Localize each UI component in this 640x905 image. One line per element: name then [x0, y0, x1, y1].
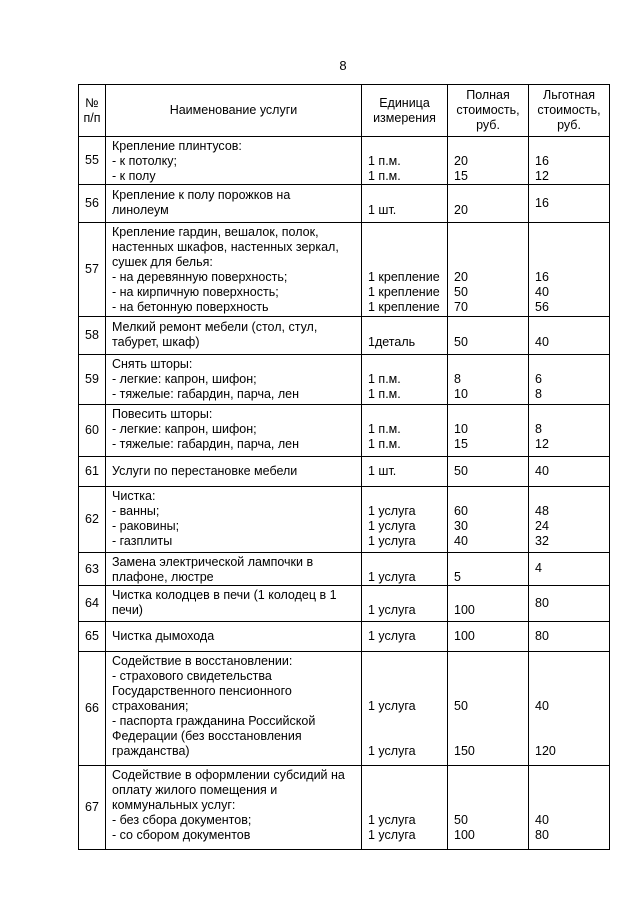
service-name-line: Федерации (без восстановления: [112, 729, 302, 743]
discount-price-value: 12: [535, 437, 549, 451]
service-name-cell: [106, 223, 362, 317]
full-price-value: 20: [454, 154, 468, 168]
discount-price-cell: [529, 223, 610, 317]
discount-price-value: 120: [535, 744, 556, 758]
discount-price-value: [535, 225, 609, 240]
full-price-value: 40: [454, 534, 468, 548]
discount-price-cell: [529, 586, 610, 622]
service-name-cell: [106, 317, 362, 355]
full-price-value: 15: [454, 437, 468, 451]
row-number: 66: [79, 652, 106, 766]
full-price-value: 60: [454, 504, 468, 518]
discount-price-cell: [529, 457, 610, 487]
unit-value: [368, 489, 447, 504]
unit-value: 1 п.м.: [368, 437, 401, 451]
discount-price-value: [535, 139, 609, 154]
service-name-line: Мелкий ремонт мебели (стол, стул,: [112, 320, 318, 334]
unit-value: 1 п.м.: [368, 372, 401, 386]
full-price-value: 5: [454, 570, 461, 584]
full-price-value: 10: [454, 422, 468, 436]
service-name-line: - ванны;: [112, 504, 160, 518]
service-name-line: Повесить шторы:: [112, 407, 213, 421]
unit-value: 1 услуга: [368, 813, 416, 827]
full-price-value: [454, 555, 528, 570]
full-price-value: 50: [454, 813, 468, 827]
unit-value: 1 услуга: [368, 519, 416, 533]
unit-value: 1 крепление: [368, 285, 440, 299]
row-number: 67: [79, 766, 106, 850]
unit-value: 1 услуга: [368, 534, 416, 548]
discount-price-value: 40: [535, 335, 549, 349]
service-name-line: Услуги по перестановке мебели: [112, 464, 298, 478]
table-row: [79, 586, 610, 622]
service-name-line: страхования;: [112, 699, 189, 713]
row-number: 65: [79, 622, 106, 652]
unit-cell: [362, 457, 448, 487]
full-price-value: 100: [454, 629, 475, 643]
full-price-value: 50: [454, 285, 468, 299]
table-row: [79, 355, 610, 405]
discount-price-cell: [529, 185, 610, 223]
discount-price-value: 24: [535, 519, 549, 533]
service-name-line: Государственного пенсионного: [112, 684, 292, 698]
table-row: [79, 223, 610, 317]
discount-price-value: 6: [535, 372, 542, 386]
full-price-cell: [448, 405, 529, 457]
discount-price-value: 12: [535, 169, 549, 183]
full-price-value: [454, 240, 528, 255]
service-name-line: - со сбором документов: [112, 828, 251, 842]
discount-price-value: [535, 357, 609, 372]
header-unit: Единица измерения: [362, 85, 448, 137]
unit-value: [368, 684, 447, 699]
service-name-line: - паспорта гражданина Российской: [112, 714, 316, 728]
discount-price-cell: [529, 355, 610, 405]
header-discount-price: Льготная стоимость, руб.: [529, 85, 610, 137]
unit-value: 1 услуга: [368, 603, 416, 617]
service-name-line: - на бетонную поверхность: [112, 300, 269, 314]
unit-value: 1 шт.: [368, 464, 397, 478]
full-price-value: [454, 783, 528, 798]
discount-price-value: 40: [535, 285, 549, 299]
unit-value: 1 услуга: [368, 629, 416, 643]
discount-price-value: [535, 798, 609, 813]
full-price-value: [454, 357, 528, 372]
full-price-cell: [448, 317, 529, 355]
service-name-cell: [106, 553, 362, 586]
discount-price-value: 16: [535, 154, 549, 168]
unit-value: [368, 188, 447, 203]
unit-value: [368, 555, 447, 570]
unit-value: 1 услуга: [368, 504, 416, 518]
unit-value: [368, 255, 447, 270]
discount-price-value: 48: [535, 504, 549, 518]
service-name-line: Содействие в оформлении субсидий на: [112, 768, 345, 782]
discount-price-cell: [529, 487, 610, 553]
unit-cell: [362, 487, 448, 553]
service-name-line: плафоне, люстре: [112, 570, 214, 584]
discount-price-value: 56: [535, 300, 549, 314]
unit-value: [368, 240, 447, 255]
service-name-line: - к полу: [112, 169, 156, 183]
full-price-value: [454, 320, 528, 335]
discount-price-value: [535, 669, 609, 684]
unit-value: 1 крепление: [368, 270, 440, 284]
unit-value: [368, 654, 447, 669]
full-price-value: [454, 768, 528, 783]
service-name-cell: [106, 405, 362, 457]
service-name-line: Чистка дымохода: [112, 629, 215, 643]
service-name-cell: [106, 355, 362, 405]
discount-price-value: [535, 407, 609, 422]
full-price-cell: [448, 223, 529, 317]
discount-price-value: [535, 768, 609, 783]
full-price-value: 50: [454, 699, 468, 713]
row-number: 60: [79, 405, 106, 457]
discount-price-value: 32: [535, 534, 549, 548]
unit-cell: [362, 405, 448, 457]
unit-value: 1 п.м.: [368, 422, 401, 436]
table-row: [79, 137, 610, 185]
full-price-value: 10: [454, 387, 468, 401]
full-price-value: [454, 684, 528, 699]
discount-price-value: [535, 240, 609, 255]
unit-cell: [362, 317, 448, 355]
discount-price-value: [535, 684, 609, 699]
table-header-row: [79, 85, 610, 137]
unit-value: 1 п.м.: [368, 169, 401, 183]
unit-value: 1 крепление: [368, 300, 440, 314]
table-row: [79, 487, 610, 553]
unit-cell: [362, 553, 448, 586]
discount-price-value: 8: [535, 387, 542, 401]
unit-value: [368, 783, 447, 798]
full-price-cell: [448, 553, 529, 586]
service-name-line: гражданства): [112, 744, 190, 758]
full-price-value: [454, 714, 528, 729]
full-price-cell: [448, 622, 529, 652]
service-name-line: - газплиты: [112, 534, 173, 548]
discount-price-value: 80: [535, 596, 549, 610]
full-price-value: 8: [454, 372, 461, 386]
unit-value: 1 шт.: [368, 203, 397, 217]
full-price-value: 50: [454, 335, 468, 349]
service-name-line: коммунальных услуг:: [112, 798, 236, 812]
services-table: [78, 84, 610, 850]
service-name-line: - раковины;: [112, 519, 180, 533]
unit-value: 1 услуга: [368, 699, 416, 713]
unit-value: [368, 768, 447, 783]
table-row: [79, 652, 610, 766]
unit-value: [368, 729, 447, 744]
unit-value: [368, 714, 447, 729]
service-name-line: - легкие: капрон, шифон;: [112, 372, 257, 386]
full-price-value: 50: [454, 464, 468, 478]
page-number: 8: [339, 58, 347, 73]
discount-price-cell: [529, 405, 610, 457]
service-name-line: настенных шкафов, настенных зеркал,: [112, 240, 339, 254]
row-number: 56: [79, 185, 106, 223]
service-name-line: - легкие: капрон, шифон;: [112, 422, 257, 436]
full-price-value: [454, 798, 528, 813]
row-number: 55: [79, 137, 106, 185]
row-number: 58: [79, 317, 106, 355]
table-row: [79, 622, 610, 652]
discount-price-value: [535, 489, 609, 504]
unit-value: [368, 320, 447, 335]
service-name-cell: [106, 586, 362, 622]
discount-price-value: [535, 714, 609, 729]
unit-value: [368, 588, 447, 603]
full-price-cell: [448, 355, 529, 405]
row-number: 61: [79, 457, 106, 487]
discount-price-cell: [529, 553, 610, 586]
service-name-line: - тяжелые: габардин, парча, лен: [112, 387, 300, 401]
full-price-value: [454, 139, 528, 154]
table-row: [79, 185, 610, 223]
row-number: 64: [79, 586, 106, 622]
full-price-value: 150: [454, 744, 475, 758]
full-price-value: [454, 588, 528, 603]
unit-value: [368, 407, 447, 422]
unit-value: 1 п.м.: [368, 154, 401, 168]
unit-value: 1 услуга: [368, 744, 416, 758]
service-name-cell: [106, 652, 362, 766]
service-name-line: сушек для белья:: [112, 255, 213, 269]
unit-cell: [362, 137, 448, 185]
discount-price-value: [535, 320, 609, 335]
full-price-cell: [448, 487, 529, 553]
table-body: [79, 137, 610, 850]
full-price-value: [454, 729, 528, 744]
unit-value: 1 п.м.: [368, 387, 401, 401]
table-row: [79, 766, 610, 850]
discount-price-cell: [529, 137, 610, 185]
service-name-line: Крепление гардин, вешалок, полок,: [112, 225, 319, 239]
full-price-value: [454, 225, 528, 240]
discount-price-value: [535, 654, 609, 669]
discount-price-value: 40: [535, 813, 549, 827]
full-price-value: [454, 188, 528, 203]
service-name-cell: [106, 622, 362, 652]
full-price-value: [454, 489, 528, 504]
unit-value: 1 услуга: [368, 570, 416, 584]
unit-cell: [362, 586, 448, 622]
full-price-value: 20: [454, 270, 468, 284]
full-price-value: 100: [454, 603, 475, 617]
discount-price-value: 8: [535, 422, 542, 436]
full-price-value: 15: [454, 169, 468, 183]
full-price-cell: [448, 586, 529, 622]
discount-price-cell: [529, 317, 610, 355]
full-price-cell: [448, 137, 529, 185]
service-name-line: - на деревянную поверхность;: [112, 270, 288, 284]
discount-price-value: 40: [535, 699, 549, 713]
discount-price-value: 4: [535, 561, 542, 575]
full-price-value: [454, 255, 528, 270]
discount-price-value: 80: [535, 629, 549, 643]
full-price-value: [454, 654, 528, 669]
full-price-cell: [448, 457, 529, 487]
service-name-line: Содействие в восстановлении:: [112, 654, 293, 668]
service-name-line: Снять шторы:: [112, 357, 193, 371]
service-name-line: - страхового свидетельства: [112, 669, 272, 683]
row-number: 59: [79, 355, 106, 405]
unit-cell: [362, 622, 448, 652]
full-price-value: 30: [454, 519, 468, 533]
service-name-cell: [106, 766, 362, 850]
full-price-value: [454, 407, 528, 422]
service-name-line: - на кирпичную поверхность;: [112, 285, 279, 299]
service-name-line: табурет, шкаф): [112, 335, 200, 349]
service-name-line: - без сбора документов;: [112, 813, 252, 827]
unit-value: [368, 225, 447, 240]
full-price-value: 20: [454, 203, 468, 217]
discount-price-value: 16: [535, 270, 549, 284]
unit-value: 1 услуга: [368, 828, 416, 842]
full-price-cell: [448, 766, 529, 850]
service-name-line: - тяжелые: габардин, парча, лен: [112, 437, 300, 451]
row-number: 63: [79, 553, 106, 586]
unit-cell: [362, 185, 448, 223]
full-price-cell: [448, 652, 529, 766]
discount-price-value: 40: [535, 464, 549, 478]
discount-price-value: 80: [535, 828, 549, 842]
unit-value: [368, 357, 447, 372]
unit-value: [368, 669, 447, 684]
unit-value: [368, 798, 447, 813]
discount-price-cell: [529, 652, 610, 766]
service-name-line: Крепление плинтусов:: [112, 139, 242, 153]
unit-value: 1деталь: [368, 335, 416, 349]
discount-price-value: [535, 255, 609, 270]
discount-price-cell: [529, 766, 610, 850]
full-price-value: 70: [454, 300, 468, 314]
row-number: 57: [79, 223, 106, 317]
discount-price-value: 16: [535, 196, 549, 210]
full-price-value: [454, 669, 528, 684]
service-name-cell: [106, 487, 362, 553]
row-number: 62: [79, 487, 106, 553]
service-name-cell: [106, 185, 362, 223]
unit-cell: [362, 766, 448, 850]
service-name-line: оплату жилого помещения и: [112, 783, 278, 797]
service-name-line: Замена электрической лампочки в: [112, 555, 314, 569]
table-row: [79, 457, 610, 487]
service-name-line: Крепление к полу порожков на: [112, 188, 291, 202]
unit-cell: [362, 355, 448, 405]
unit-cell: [362, 652, 448, 766]
service-name-line: Чистка:: [112, 489, 156, 503]
unit-cell: [362, 223, 448, 317]
table-row: [79, 405, 610, 457]
service-name-cell: [106, 457, 362, 487]
header-full-price: Полная стоимость, руб.: [448, 85, 529, 137]
header-service-name: Наименование услуги: [106, 85, 362, 137]
header-number: № п/п: [79, 85, 106, 137]
full-price-cell: [448, 185, 529, 223]
service-name-line: линолеум: [112, 203, 169, 217]
service-name-cell: [106, 137, 362, 185]
unit-value: [368, 139, 447, 154]
table-row: [79, 553, 610, 586]
discount-price-value: [535, 729, 609, 744]
discount-price-value: [535, 783, 609, 798]
service-name-line: - к потолку;: [112, 154, 177, 168]
service-name-line: Чистка колодцев в печи (1 колодец в 1: [112, 588, 337, 602]
discount-price-cell: [529, 622, 610, 652]
service-name-line: печи): [112, 603, 143, 617]
full-price-value: 100: [454, 828, 475, 842]
table-row: [79, 317, 610, 355]
